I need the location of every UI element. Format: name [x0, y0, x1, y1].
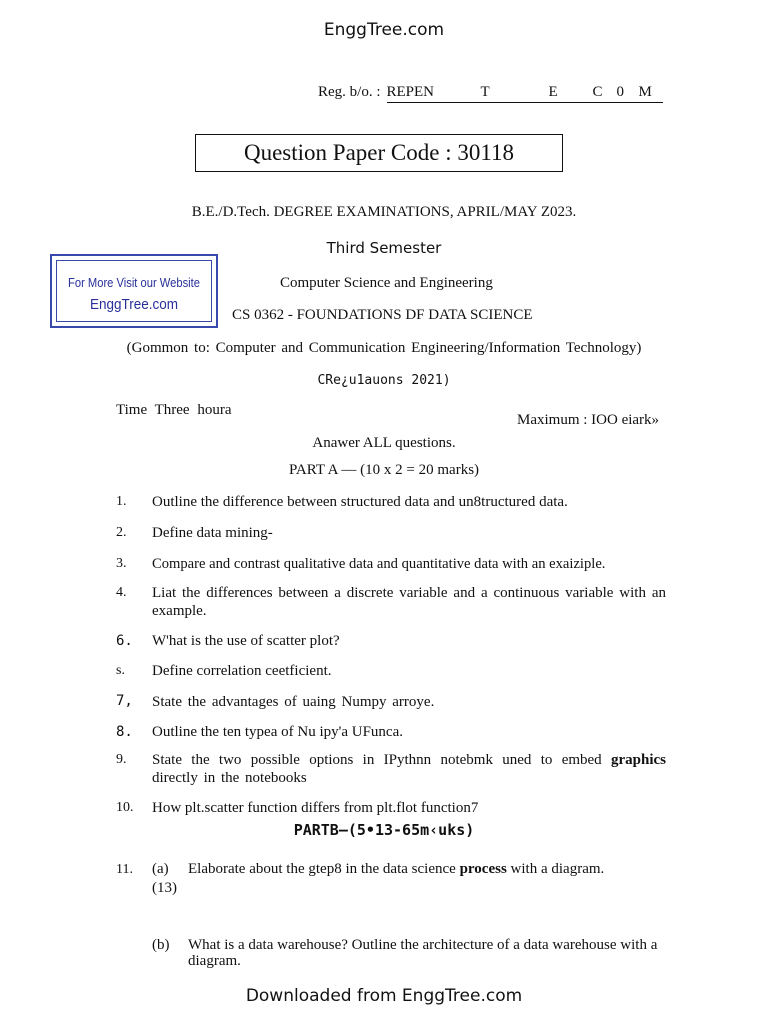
- question-text: How plt.scatter function differs from plt.flot function7: [152, 800, 479, 816]
- question-text-emphasis: graphics: [610, 752, 666, 768]
- question-number: 8.: [116, 724, 133, 740]
- watermark-line-1: For More Visit our Website: [68, 275, 200, 290]
- sub-question-text: [188, 861, 666, 878]
- question-text-part: with a diagram.: [506, 861, 605, 877]
- reg-part: T: [480, 84, 490, 100]
- page-footer: Downloaded from EnggTree.com: [245, 986, 523, 1006]
- question-text-part: State the two possible options in IPythnn notebmk uned to embed: [152, 752, 611, 768]
- semester: Third Semester: [326, 239, 442, 257]
- question-number: 6.: [116, 633, 133, 649]
- maximum-marks: Maximum : IOO eiark»: [517, 412, 660, 428]
- part-a-heading: PART A — (10 x 2 = 20 marks): [288, 462, 480, 478]
- reg-part: C: [592, 84, 603, 100]
- question-text: Compare and contrast qualitative data and quantitative data with an exaiziple.: [152, 556, 606, 572]
- question-number: 7,: [116, 693, 133, 709]
- sub-question-label: (a): [152, 861, 169, 877]
- question-text: Define correlation ceetficient.: [152, 663, 332, 679]
- question-text: State the advantages of uaing Numpy arroye.: [152, 694, 435, 710]
- question-text-part: Elaborate about the gtep8 in the data science: [188, 861, 460, 877]
- common-to: (Gommon to: Computer and Communication Engineering/Information Technology): [126, 340, 642, 356]
- question-text-emphasis: process: [459, 861, 507, 877]
- question-number: 1.: [116, 494, 127, 509]
- question-number: 11.: [116, 862, 133, 877]
- reg-part: M: [638, 84, 652, 100]
- part-b-heading: PARTB—(5•13-65m‹uks): [293, 821, 475, 839]
- question-number: 4.: [116, 585, 127, 600]
- question-text: Liat the differences between a discrete variable and a continuous variable with an example.: [152, 585, 666, 619]
- sub-question-text: What is a data warehouse? Outline the architecture of a data warehouse with a diagram.: [188, 937, 658, 969]
- question-text: W'hat is the use of scatter plot?: [152, 633, 340, 649]
- question-number: 2.: [116, 525, 127, 540]
- question-marks: (13): [152, 880, 177, 896]
- sub-question-label: (b): [152, 937, 170, 953]
- registration-label: Reg. b/o. :: [318, 84, 381, 100]
- reg-part: 0: [616, 84, 624, 100]
- site-header: EnggTree.com: [323, 20, 445, 40]
- question-text: Outline the difference between structured data and un8tructured data.: [152, 494, 568, 510]
- question-number: 9.: [116, 752, 127, 767]
- watermark-inner-border: [56, 260, 212, 322]
- course-title: CS 0362 - FOUNDATIONS DF DATA SCIENCE: [232, 307, 533, 323]
- question-text-part: directly in the notebooks: [152, 770, 307, 786]
- question-text: Outline the ten typea of Nu ipy'a UFunca.: [152, 724, 403, 740]
- degree-title: B.E./D.Tech. DEGREE EXAMINATIONS, APRIL/MAY Z023.: [191, 204, 577, 220]
- regulation: CRe¿u1auons 2021): [317, 373, 451, 388]
- reg-part: REPEN: [386, 84, 435, 100]
- question-paper-code: Question Paper Code : 30118: [195, 134, 563, 172]
- reg-part: E: [548, 84, 558, 100]
- registration-value: [387, 84, 663, 103]
- website-watermark-stamp: [50, 254, 218, 328]
- question-number: 10.: [116, 800, 134, 815]
- instruction: Anawer ALL questions.: [312, 435, 456, 451]
- question-number: s.: [116, 663, 125, 678]
- department: Computer Science and Engineering: [280, 275, 493, 291]
- watermark-line-2: EnggTree.com: [89, 296, 179, 313]
- question-text: [152, 751, 666, 787]
- question-number: 3.: [116, 556, 127, 571]
- registration-number-row: [318, 84, 663, 103]
- question-text: Define data mining-: [152, 525, 273, 541]
- exam-time: Time Three houra: [116, 402, 232, 418]
